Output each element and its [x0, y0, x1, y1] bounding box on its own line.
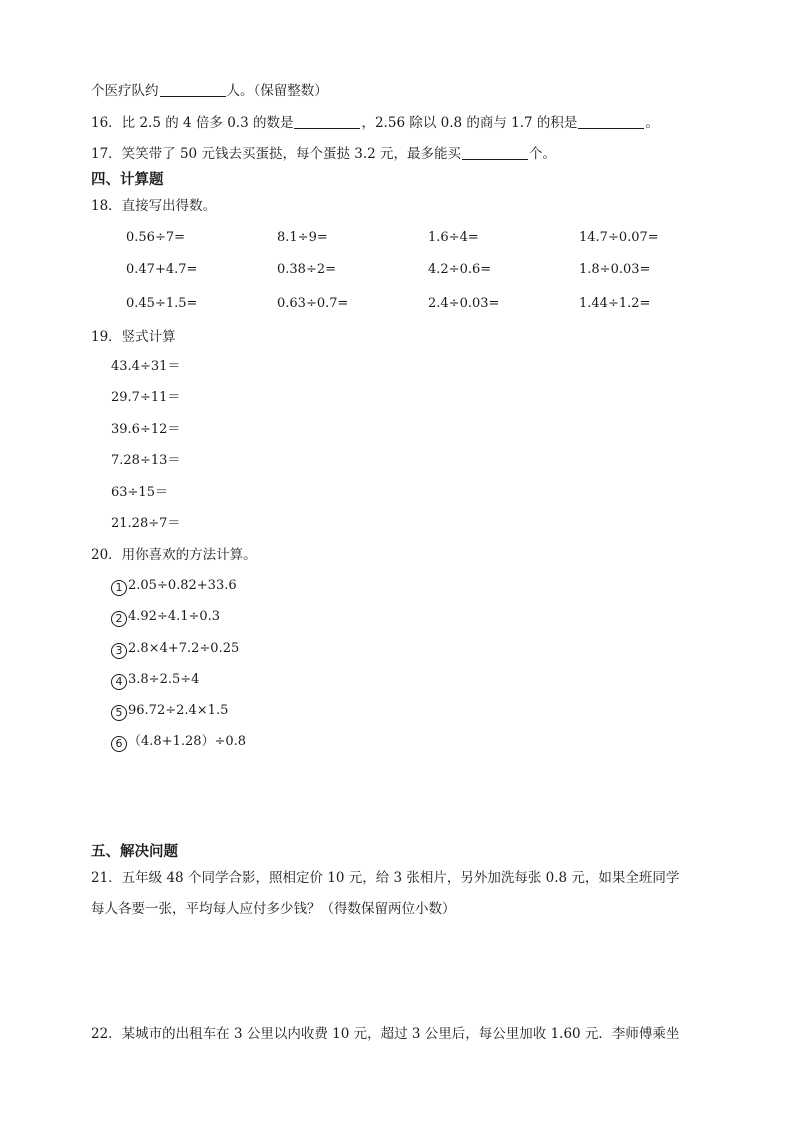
q15-text-1: 个医疗队约	[91, 83, 159, 99]
circled-number-icon: 5	[111, 705, 127, 721]
q15-continuation	[91, 81, 328, 101]
q19-item: 21.28÷7＝	[111, 516, 181, 531]
q19-item: 29.7÷11＝	[111, 390, 181, 405]
q20-expression: 2.05÷0.82+33.6	[128, 578, 237, 593]
q19-item: 63÷15＝	[111, 485, 168, 500]
circled-number-icon: 4	[111, 674, 127, 690]
q15-answer-blank[interactable]	[160, 82, 226, 97]
circled-number-icon: 3	[111, 643, 127, 659]
circled-number-icon: 6	[111, 736, 127, 752]
section-4-heading: 四、计算题	[91, 172, 164, 188]
q15-text-2: 人。（保留整数）	[226, 83, 328, 99]
q20-expression: 96.72÷2.4×1.5	[128, 703, 229, 718]
q17-text-2: 个。	[529, 146, 556, 162]
q19-item: 43.4÷31＝	[111, 359, 181, 374]
circled-number-icon: 2	[111, 611, 127, 627]
q19-item: 39.6÷12＝	[111, 422, 181, 437]
q20-item	[111, 640, 239, 659]
q20-expression: 2.8×4+7.2÷0.25	[128, 641, 240, 656]
q18-item: 0.47+4.7=	[126, 262, 198, 277]
q18-item: 4.2÷0.6=	[428, 262, 492, 277]
q17-answer-blank[interactable]	[462, 145, 528, 160]
q18-item: 1.44÷1.2=	[579, 296, 651, 311]
q17-text-1: 17．笑笑带了 50 元钱去买蛋挞，每个蛋挞 3.2 元，最多能买	[91, 146, 461, 162]
q20-item	[111, 671, 199, 690]
section-5-heading: 五、解决问题	[91, 844, 178, 860]
q22-line-1: 22．某城市的出租车在 3 公里以内收费 10 元，超过 3 公里后，每公里加收 1.60 元．李师傅乘坐	[91, 1026, 680, 1042]
q20-item	[111, 577, 237, 596]
q17	[91, 144, 556, 164]
q19-item: 7.28÷13＝	[111, 453, 181, 468]
q20-title: 20．用你喜欢的方法计算。	[91, 547, 257, 563]
q20-item	[111, 608, 220, 627]
q18-item: 0.56÷7=	[126, 230, 186, 245]
circled-number-icon: 1	[111, 580, 127, 596]
q18-title: 18．直接写出得数。	[91, 198, 217, 214]
q19-title: 19．竖式计算	[91, 329, 176, 345]
q18-item: 1.6÷4=	[428, 230, 479, 245]
q20-expression: （4.8+1.28）÷0.8	[128, 734, 247, 749]
q18-item: 8.1÷9=	[277, 230, 328, 245]
q16-text-2: ，2.56 除以 0.8 的商与 1.7 的积是	[361, 115, 578, 131]
q21-line-1: 21．五年级 48 个同学合影，照相定价 10 元，给 3 张相片，另外加洗每张 0.8 元，如果全班同学	[91, 870, 680, 886]
q16-text-3: 。	[645, 115, 659, 131]
q18-item: 2.4÷0.03=	[428, 296, 500, 311]
q20-item	[111, 733, 246, 752]
q16-text-1: 16．比 2.5 的 4 倍多 0.3 的数是	[91, 115, 294, 131]
q16-answer-blank-2[interactable]	[578, 114, 644, 129]
q16	[91, 113, 659, 133]
q20-expression: 3.8÷2.5÷4	[128, 672, 200, 687]
q21-line-2: 每人各要一张，平均每人应付多少钱？（得数保留两位小数）	[91, 901, 456, 917]
q20-expression: 4.92÷4.1÷0.3	[128, 609, 221, 624]
q18-item: 14.7÷0.07=	[579, 230, 659, 245]
q18-item: 0.63÷0.7=	[277, 296, 349, 311]
q18-item: 0.45÷1.5=	[126, 296, 198, 311]
q20-item	[111, 702, 228, 721]
q18-item: 1.8÷0.03=	[579, 262, 651, 277]
q16-answer-blank-1[interactable]	[294, 114, 360, 129]
q18-item: 0.38÷2=	[277, 262, 337, 277]
